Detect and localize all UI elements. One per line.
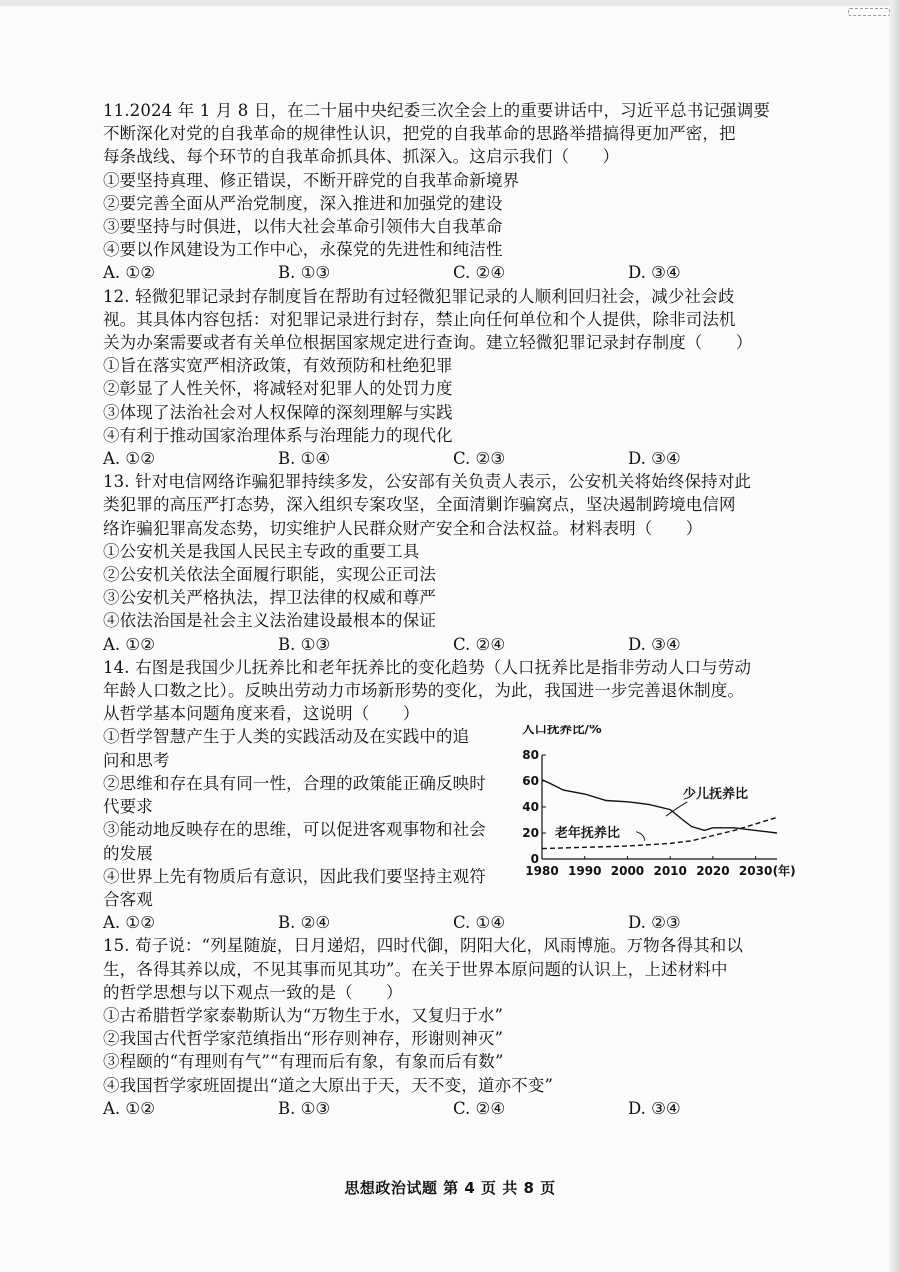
- y-tick-label: 20: [522, 826, 539, 841]
- series-label-child: 少儿抚养比: [683, 787, 749, 803]
- y-tick-label: 40: [522, 800, 539, 815]
- option-b: B. ①③: [278, 263, 331, 283]
- option-a: A. ①②: [103, 913, 155, 933]
- y-axis-label: 人口抚养比/%: [522, 725, 602, 737]
- x-tick-label: 1990: [568, 864, 602, 879]
- question-stem-line: 14. 右图是我国少儿抚养比和老年抚养比的变化趋势（人口抚养比是指非劳动人口与劳动: [103, 657, 752, 677]
- question-stem-line: 不断深化对党的自我革命的规律性认识，把党的自我革命的思路举措搞得更加严密，把: [103, 124, 736, 144]
- statement-item: ④世界上先有物质后有意识，因此我们要坚持主观符: [103, 866, 486, 886]
- statement-item: ③能动地反映存在的思维，可以促进客观事物和社会: [103, 820, 486, 840]
- scan-edge-top: [0, 0, 900, 6]
- statement-item: ③要坚持与时俱进，以伟大社会革命引领伟大自我革命: [103, 217, 503, 237]
- question-14-body: [103, 725, 803, 911]
- option-a: A. ①②: [103, 263, 155, 283]
- page-footer: 思想政治试题 第 4 页 共 8 页: [344, 1179, 556, 1197]
- option-d: D. ②③: [628, 913, 681, 933]
- statement-item: ④依法治国是社会主义法治建设最根本的保证: [103, 611, 436, 631]
- option-c: C. ②③: [453, 449, 506, 469]
- question-13: [103, 470, 803, 656]
- option-d: D. ③④: [628, 449, 681, 469]
- question-15: [103, 934, 803, 1120]
- option-a: A. ①②: [103, 449, 155, 469]
- question-stem-line: 视。其具体内容包括：对犯罪记录进行封存，禁止向任何单位和个人提供，除非司法机: [103, 309, 736, 329]
- statement-item: ④要以作风建设为工作中心，永葆党的先进性和纯洁性: [103, 240, 503, 260]
- option-d: D. ③④: [628, 634, 681, 654]
- option-c: C. ①④: [453, 913, 506, 933]
- question-stem-line: 生，各得其养以成，不见其事而见其功”。在关于世界本原问题的认识上，上述材料中: [103, 959, 728, 979]
- option-b: B. ①④: [278, 449, 331, 469]
- question-12: [103, 285, 803, 471]
- question-stem-line: 从哲学基本问题角度来看，这说明（ ）: [103, 704, 420, 724]
- statement-item: ④我国哲学家班固提出“道之大原出于天，天不变，道亦不变”: [103, 1075, 554, 1095]
- statement-item: ①哲学智慧产生于人类的实践活动及在实践中的追: [103, 727, 470, 747]
- option-a: A. ①②: [103, 1098, 155, 1118]
- x-tick-label: 2030: [738, 864, 773, 879]
- chart-svg: [518, 725, 803, 885]
- answer-options: [103, 1097, 803, 1120]
- question-stem-line: 的哲学思想与以下观点一致的是（ ）: [103, 982, 403, 1002]
- statement-item: ①古希腊哲学家泰勒斯认为“万物生于水，又复归于水”: [103, 1005, 504, 1025]
- option-d: D. ③④: [628, 1098, 681, 1118]
- series-label-elderly: 老年抚养比: [554, 826, 620, 842]
- question-14: [103, 656, 803, 934]
- y-tick-label: 60: [522, 774, 539, 789]
- statement-item: 合客观: [103, 889, 153, 909]
- option-b: B. ①③: [278, 634, 331, 654]
- option-b: B. ①③: [278, 1098, 331, 1118]
- questions-area: [103, 99, 803, 1120]
- statement-item: ③体现了法治社会对人权保障的深刻理解与实践: [103, 402, 453, 422]
- y-tick-label: 80: [522, 748, 539, 763]
- statement-item: ③程颐的“有理则有气”“有理而后有象，有象而后有数”: [103, 1052, 504, 1072]
- answer-options: [103, 447, 803, 470]
- question-stem-line: 络诈骗犯罪高发态势，切实维护人民群众财产安全和合法权益。材料表明（ ）: [103, 518, 703, 538]
- question-stem-line: 关为办案需要或者有关单位根据国家规定进行查询。建立轻微犯罪记录封存制度（ ）: [103, 333, 753, 353]
- answer-options: [103, 633, 803, 656]
- x-tick-label: 2020: [696, 864, 730, 879]
- statement-item: ①要坚持真理、修正错误，不断开辟党的自我革命新境界: [103, 170, 520, 190]
- statement-item: 问和思考: [103, 750, 170, 770]
- option-d: D. ③④: [628, 263, 681, 283]
- statement-item: ④有利于推动国家治理体系与治理能力的现代化: [103, 425, 453, 445]
- x-tick-label: 2010: [653, 864, 687, 879]
- option-c: C. ②④: [453, 1098, 506, 1118]
- statement-item: ②彰显了人性关怀，将减轻对犯罪人的处罚力度: [103, 379, 453, 399]
- question-stem-line: 15. 荀子说：“列星随旋，日月递炤，四时代御，阴阳大化，风雨博施。万物各得其和以: [103, 936, 744, 956]
- question-stem-line: 11.2024 年 1 月 8 日，在二十届中央纪委三次全会上的重要讲话中，习近平总书记强调要: [103, 101, 771, 120]
- dependency-ratio-chart: [518, 725, 803, 900]
- x-tick-label: 1980: [525, 864, 559, 879]
- scan-artifact: [848, 8, 890, 16]
- answer-options: [103, 261, 803, 284]
- question-stem-line: 年龄人口数之比）。反映出劳动力市场新形势的变化，为此，我国进一步完善退休制度。: [103, 681, 745, 701]
- answer-options: [103, 911, 803, 934]
- option-c: C. ②④: [453, 634, 506, 654]
- y-tick-label: 0: [530, 852, 539, 867]
- x-tick-label: 2000: [610, 864, 645, 879]
- statement-item: ①公安机关是我国人民民主专政的重要工具: [103, 541, 420, 561]
- question-stem-line: 每条战线、每个环节的自我革命抓具体、抓深入。这启示我们（ ）: [103, 147, 620, 167]
- option-b: B. ②④: [278, 913, 331, 933]
- x-unit-label: (年): [772, 864, 796, 879]
- statement-item: ②思维和存在具有同一性，合理的政策能正确反映时: [103, 773, 486, 793]
- statement-item: 代要求: [103, 797, 153, 817]
- statement-item: ②公安机关依法全面履行职能，实现公正司法: [103, 565, 436, 585]
- label-leader-elderly: [636, 832, 645, 841]
- statement-item: ③公安机关严格执法，捍卫法律的权威和尊严: [103, 588, 436, 608]
- question-11: [103, 99, 803, 285]
- scan-edge-right: [890, 0, 900, 1272]
- option-a: A. ①②: [103, 634, 155, 654]
- statement-item: 的发展: [103, 843, 153, 863]
- statement-item: ①旨在落实宽严相济政策，有效预防和杜绝犯罪: [103, 356, 453, 376]
- option-c: C. ②④: [453, 263, 506, 283]
- question-stem-line: 类犯罪的高压严打态势，深入组织专案攻坚，全面清剿诈骗窝点，坚决遏制跨境电信网: [103, 495, 736, 515]
- statement-item: ②我国古代哲学家范缜指出“形存则神存，形谢则神灭”: [103, 1029, 504, 1049]
- question-stem-line: 12. 轻微犯罪记录封存制度旨在帮助有过轻微犯罪记录的人顺利回归社会，减少社会歧: [103, 286, 735, 306]
- question-14-statements: [103, 725, 518, 911]
- question-stem-line: 13. 针对电信网络诈骗犯罪持续多发，公安部有关负责人表示，公安机关将始终保持对此: [103, 472, 752, 492]
- statement-item: ②要完善全面从严治党制度，深入推进和加强党的建设: [103, 193, 503, 213]
